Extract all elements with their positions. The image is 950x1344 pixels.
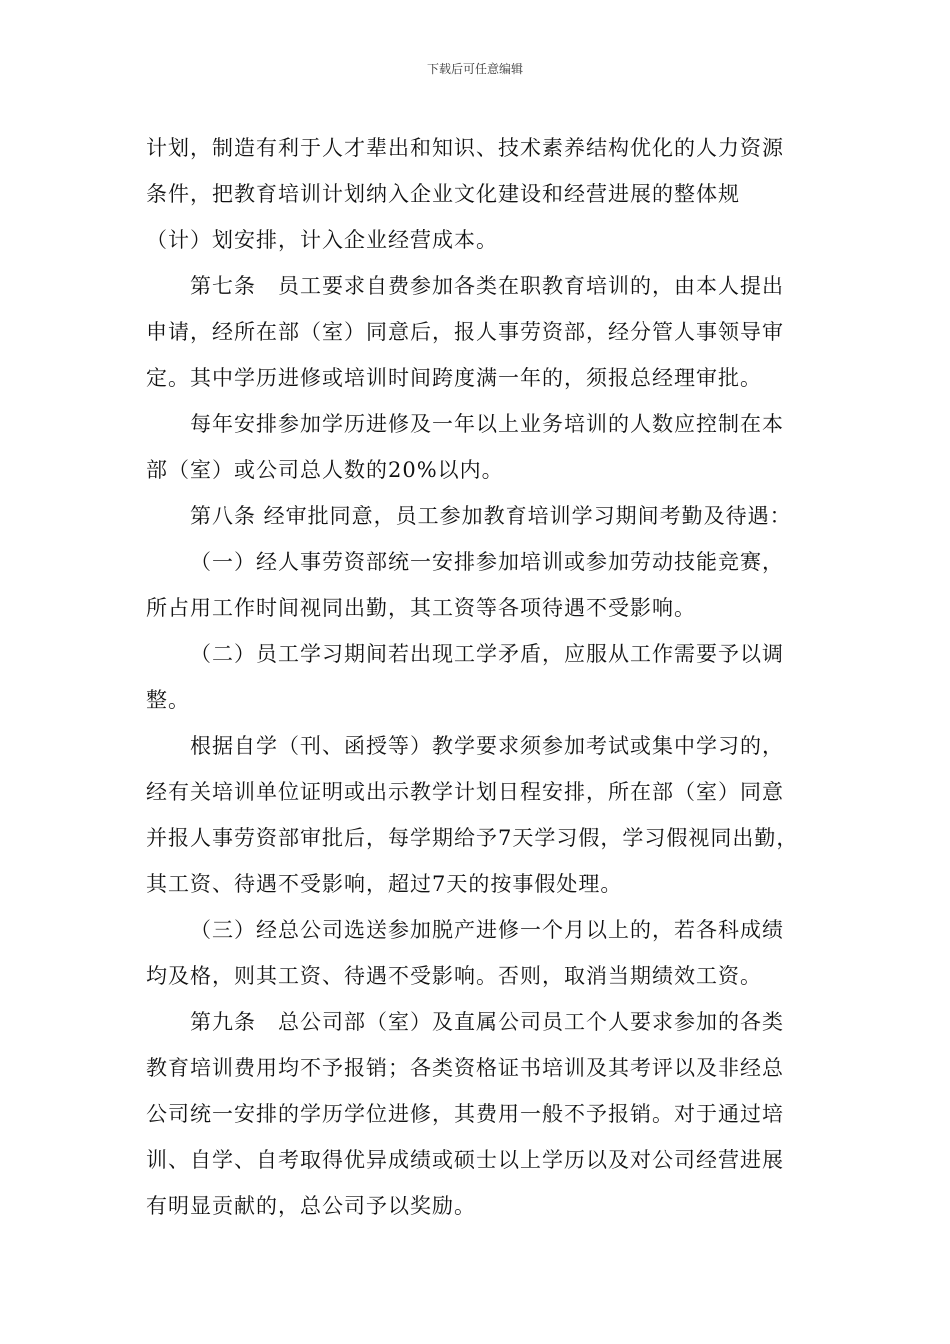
text-line: 所占用工作时间视同出勤，其工资等各项待遇不受影响。: [146, 596, 696, 620]
text-line: 条件，把教育培训计划纳入企业文化建设和经营进展的整体规: [146, 182, 740, 206]
text-line: （三）经总公司选送参加脱产进修一个月以上的，若各科成绩: [190, 918, 784, 942]
text-line: 每年安排参加学历进修及一年以上业务培训的人数应控制在本: [190, 412, 784, 436]
text-line: 部（室）或公司总人数的20%以内。: [146, 458, 504, 482]
text-line: 有明显贡献的，总公司予以奖励。: [146, 1194, 476, 1218]
text-line: 第七条 员工要求自费参加各类在职教育培训的，由本人提出: [190, 274, 784, 298]
text-line: 公司统一安排的学历学位进修，其费用一般不予报销。对于通过培: [146, 1102, 784, 1126]
text-line: 第八条 经审批同意，员工参加教育培训学习期间考勤及待遇：: [190, 504, 792, 528]
text-line: 并报人事劳资部审批后，每学期给予7天学习假，学习假视同出勤，: [146, 826, 799, 850]
text-line: 定。其中学历进修或培训时间跨度满一年的，须报总经理审批。: [146, 366, 762, 390]
page-header: 下载后可任意编辑: [426, 62, 523, 76]
text-line: （二）员工学习期间若出现工学矛盾，应服从工作需要予以调: [190, 642, 784, 666]
text-line: 教育培训费用均不予报销；各类资格证书培训及其考评以及非经总: [146, 1056, 784, 1080]
text-line: 第九条 总公司部（室）及直属公司员工个人要求参加的各类: [190, 1010, 784, 1034]
text-line: 其工资、待遇不受影响，超过7天的按事假处理。: [146, 872, 623, 896]
text-line: 训、自学、自考取得优异成绩或硕士以上学历以及对公司经营进展: [146, 1148, 784, 1172]
text-line: 根据自学（刊、函授等）教学要求须参加考试或集中学习的，: [190, 734, 784, 758]
text-line: 整。: [146, 688, 190, 712]
text-line: （计）划安排，计入企业经营成本。: [146, 228, 498, 252]
text-line: 经有关培训单位证明或出示教学计划日程安排，所在部（室）同意: [146, 780, 784, 804]
text-line: （一）经人事劳资部统一安排参加培训或参加劳动技能竞赛，: [190, 550, 784, 574]
text-line: 计划，制造有利于人才辈出和知识、技术素养结构优化的人力资源: [146, 136, 784, 160]
text-line: 均及格，则其工资、待遇不受影响。否则，取消当期绩效工资。: [146, 964, 762, 988]
text-line: 申请，经所在部（室）同意后，报人事劳资部，经分管人事领导审: [146, 320, 784, 344]
